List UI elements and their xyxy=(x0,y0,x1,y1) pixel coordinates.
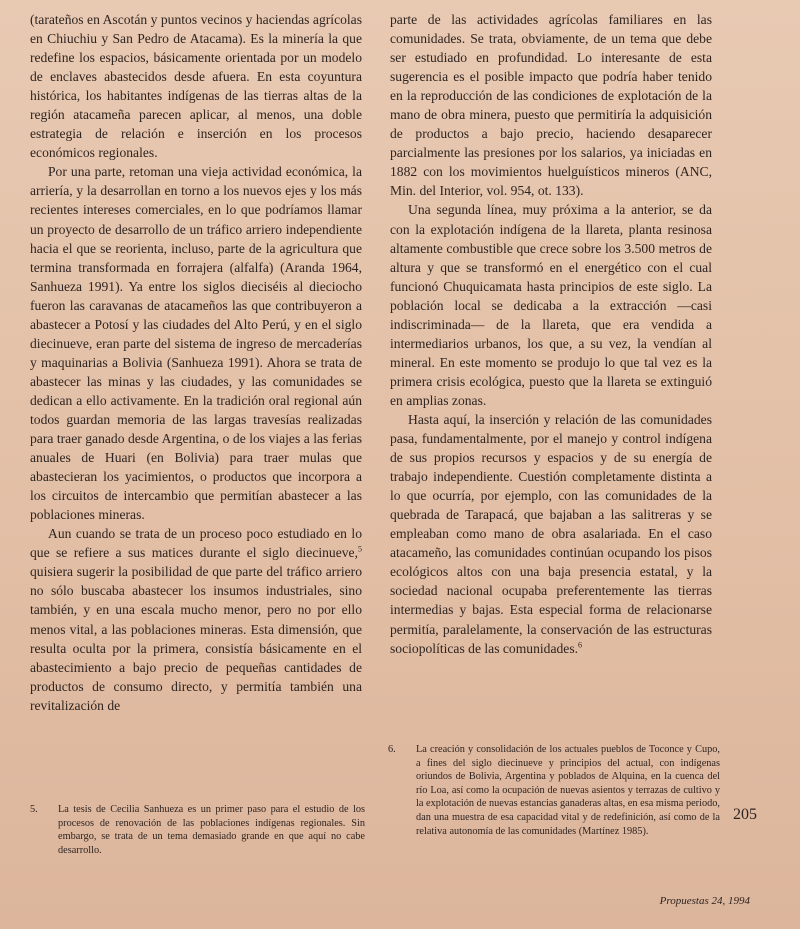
paragraph xyxy=(30,524,362,714)
footnote-ref: 5 xyxy=(358,544,362,554)
paragraph: parte de las actividades agrícolas familiares en las comunidades. Se trata, obviamente, de un tema que debe ser estudiado en profundidad. Lo interesante de esta sugerencia es el posible impacto que podría haber tenido en la reproducción de las condiciones de explotación de la mano de obra minera, puesto que permitiría la adquisición de productos a bajo precio, haciendo desaparecer parcialmente las presiones por los salarios, ya iniciadas en 1882 con los movimientos huelguísticos mineros (ANC, Min. del Interior, vol. 954, ot. 133). xyxy=(390,12,712,199)
footnote-text: La creación y consolidación de los actuales pueblos de Toconce y Cupo, a fines del siglo diecinueve y principios del actual, con indígenas oriundos de Bolivia, Argentina y poblados de Alquina, en la cuenca del río Loa, así como la ocupación de nuevas asientos y terrazas de cultivo y la explotación de nuevas estancias ganaderas altas, en esa misma periodo, dan una muestra de esa capacidad vital y de redefinición, así como de la relativa autonomía de las comunidades (Martínez 1985). xyxy=(416,744,720,837)
footnote-6 xyxy=(388,743,720,838)
text-column-left xyxy=(30,10,362,780)
running-footer: Propuestas 24, 1994 xyxy=(659,895,750,907)
paragraph-text: Hasta aquí, la inserción y relación de las comunidades pasa, fundamentalmente, por el manejo y control indígena de sus propios recursos y espacios y de su energía de trabajo independiente. Cuestión completamente distinta a lo que ocurría, por ejemplo, con las comunidades de la quebrada de Tarapacá, que bajaban a las salitreras y se empleaban como mano de obra asalariada. En el caso atacameño, las comunidades continúan ocupando los pisos ecológicos altos con una baja presencia estatal, y la sociedad nacional ocupaba preferentemente las tierras intermedias y bajas. Esta especial forma de relacionarse permitía, paralelamente, la conservación de las estructuras sociopolíticas de las comunidades. xyxy=(390,411,712,656)
paragraph: Por una parte, retoman una vieja actividad económica, la arriería, y la desarrollan en torno a los nuevos ejes y los más recientes intereses comerciales, en lo que podríamos llamar un proyecto de desarrollo de un tráfico arriero independiente hacia el que se reorienta, incluso, parte de la agricultura que termina transformada en forrajera (alfalfa) (Aranda 1964, Sanhueza 1991). Ya entre los siglos dieciséis al dieciocho fueron las caravanas de atacameños las que contribuyeron a abastecer a Potosí y las ciudades del Alto Perú, y en el siglo diecinueve, eran parte del sistema de ingreso de mercaderías y maquinarias a Bolivia (Sanhueza 1991). Ahora se trata de abastecer las minas y las ciudades, y las comunidades se dedican a ello activamente. En la tradición oral regional aún todos guardan memoria de las largas travesías realizadas para traer ganado desde Argentina, o de los viajes a las ferias anuales de Huari (en Bolivia) para traer mulas que abastecieran los yacimientos, o productos que incorpora a los circuitos de intercambio que permitían abastecer a las poblaciones mineras. xyxy=(30,164,362,523)
page-number: 205 xyxy=(733,806,757,823)
paragraph xyxy=(390,410,712,658)
footnote-number: 6. xyxy=(388,744,396,755)
paragraph-text: Aun cuando se trata de un proceso poco estudiado en lo que se refiere a sus matices durante el siglo diecinueve, xyxy=(30,526,362,561)
paragraph: (tarateños en Ascotán y puntos vecinos y haciendas agrícolas en Chiuchiu y San Pedro de Atacama). Es la minería la que redefine los espacios, básicamente orientada por un modelo de enclaves abastecidos desde afuera. En esta coyuntura histórica, los habitantes indígenas de las tierras altas de la región atacameña parecen aplicar, al menos, una doble estrategia de relación e inserción en los procesos económicos regionales. xyxy=(30,12,362,161)
paragraph: Una segunda línea, muy próxima a la anterior, se da con la explotación indígena de la llareta, planta resinosa altamente combustible que crece sobre los 3.500 metros de altura y que se transformó en el energético con el cual funcionó Chuquicamata hasta principios de este siglo. La población local se dedicaba a la extracción —casi indiscriminada— de la llareta, que era vendida a intermediarios urbanos, los que, a su vez, la vendían al mineral. En este momento se produjo lo que tal vez es la primera crisis ecológica, puesto que la llareta se extinguió en amplias zonas. xyxy=(390,202,712,408)
footnote-text: La tesis de Cecilia Sanhueza es un primer paso para el estudio de los procesos de renovación de las poblaciones indígenas regionales. Sin embargo, se trata de un tema demasiado grande en que aquí no cabe desarrollo. xyxy=(58,804,365,856)
text-column-right xyxy=(390,10,712,718)
footnote-number: 5. xyxy=(30,804,38,815)
footnote-5 xyxy=(30,803,365,857)
footnote-ref: 6 xyxy=(578,640,583,650)
paragraph-text: quisiera sugerir la posibilidad de que parte del tráfico arriero no sólo buscaba abastecer los insumos industriales, sino también, y en una escala mucho menor, pero no por ello menos vital, a las poblaciones mineras. Esta dimensión, que resulta oculta por la primera, consistía básicamente en el abastecimiento a bajo precio de pequeñas cantidades de productos de consumo directo, y permitía también una revitalización de xyxy=(30,564,362,713)
